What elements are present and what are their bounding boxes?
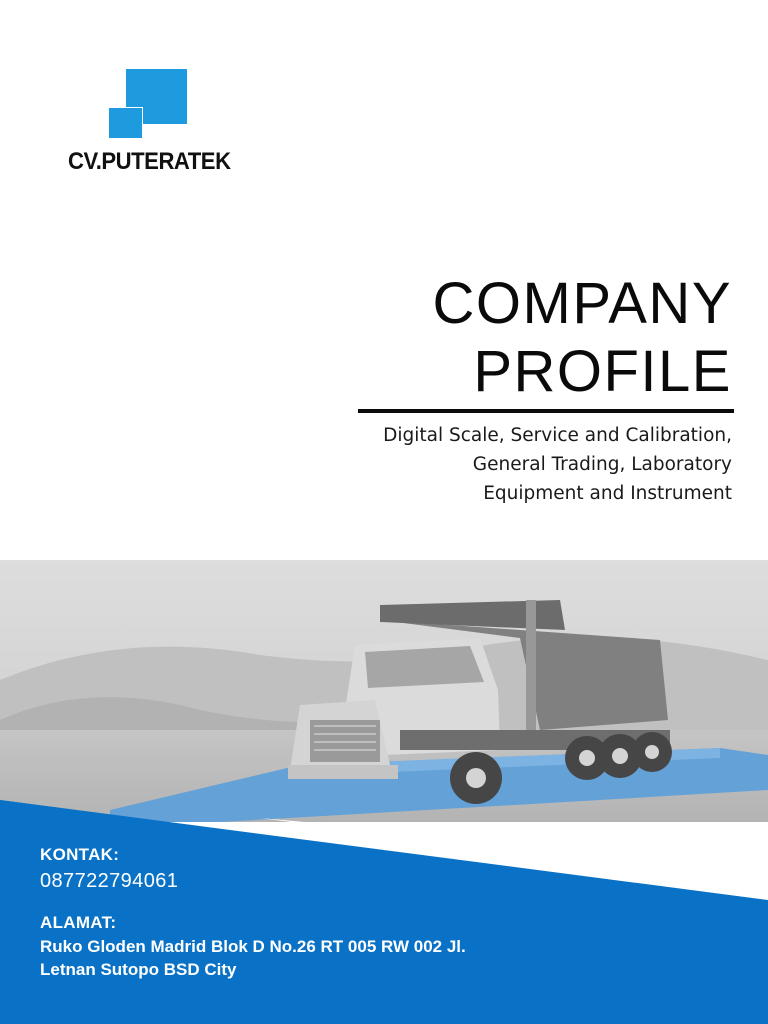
title-line-2: PROFILE [455,339,732,404]
title-line-1: COMPANY [432,271,732,336]
logo-mark-icon [60,62,260,152]
dump-truck-on-weighbridge-image [0,560,768,822]
title-underline [358,409,734,413]
business-description: Digital Scale, Service and Calibration, General Trading, Laboratory Equipment and Instrument [383,425,732,504]
company-logo [60,62,260,182]
document-title [433,270,732,406]
contact-label: KONTAK: [40,845,120,864]
address-text: Ruko Gloden Madrid Blok D No.26 RT 005 RW 002 Jl. Letnan Sutopo BSD City [40,937,466,979]
contact-info [40,845,510,981]
company-name: CV.PUTERATEK [68,148,231,175]
address-label: ALAMAT: [40,913,117,932]
phone-number: 087722794061 [40,870,179,892]
